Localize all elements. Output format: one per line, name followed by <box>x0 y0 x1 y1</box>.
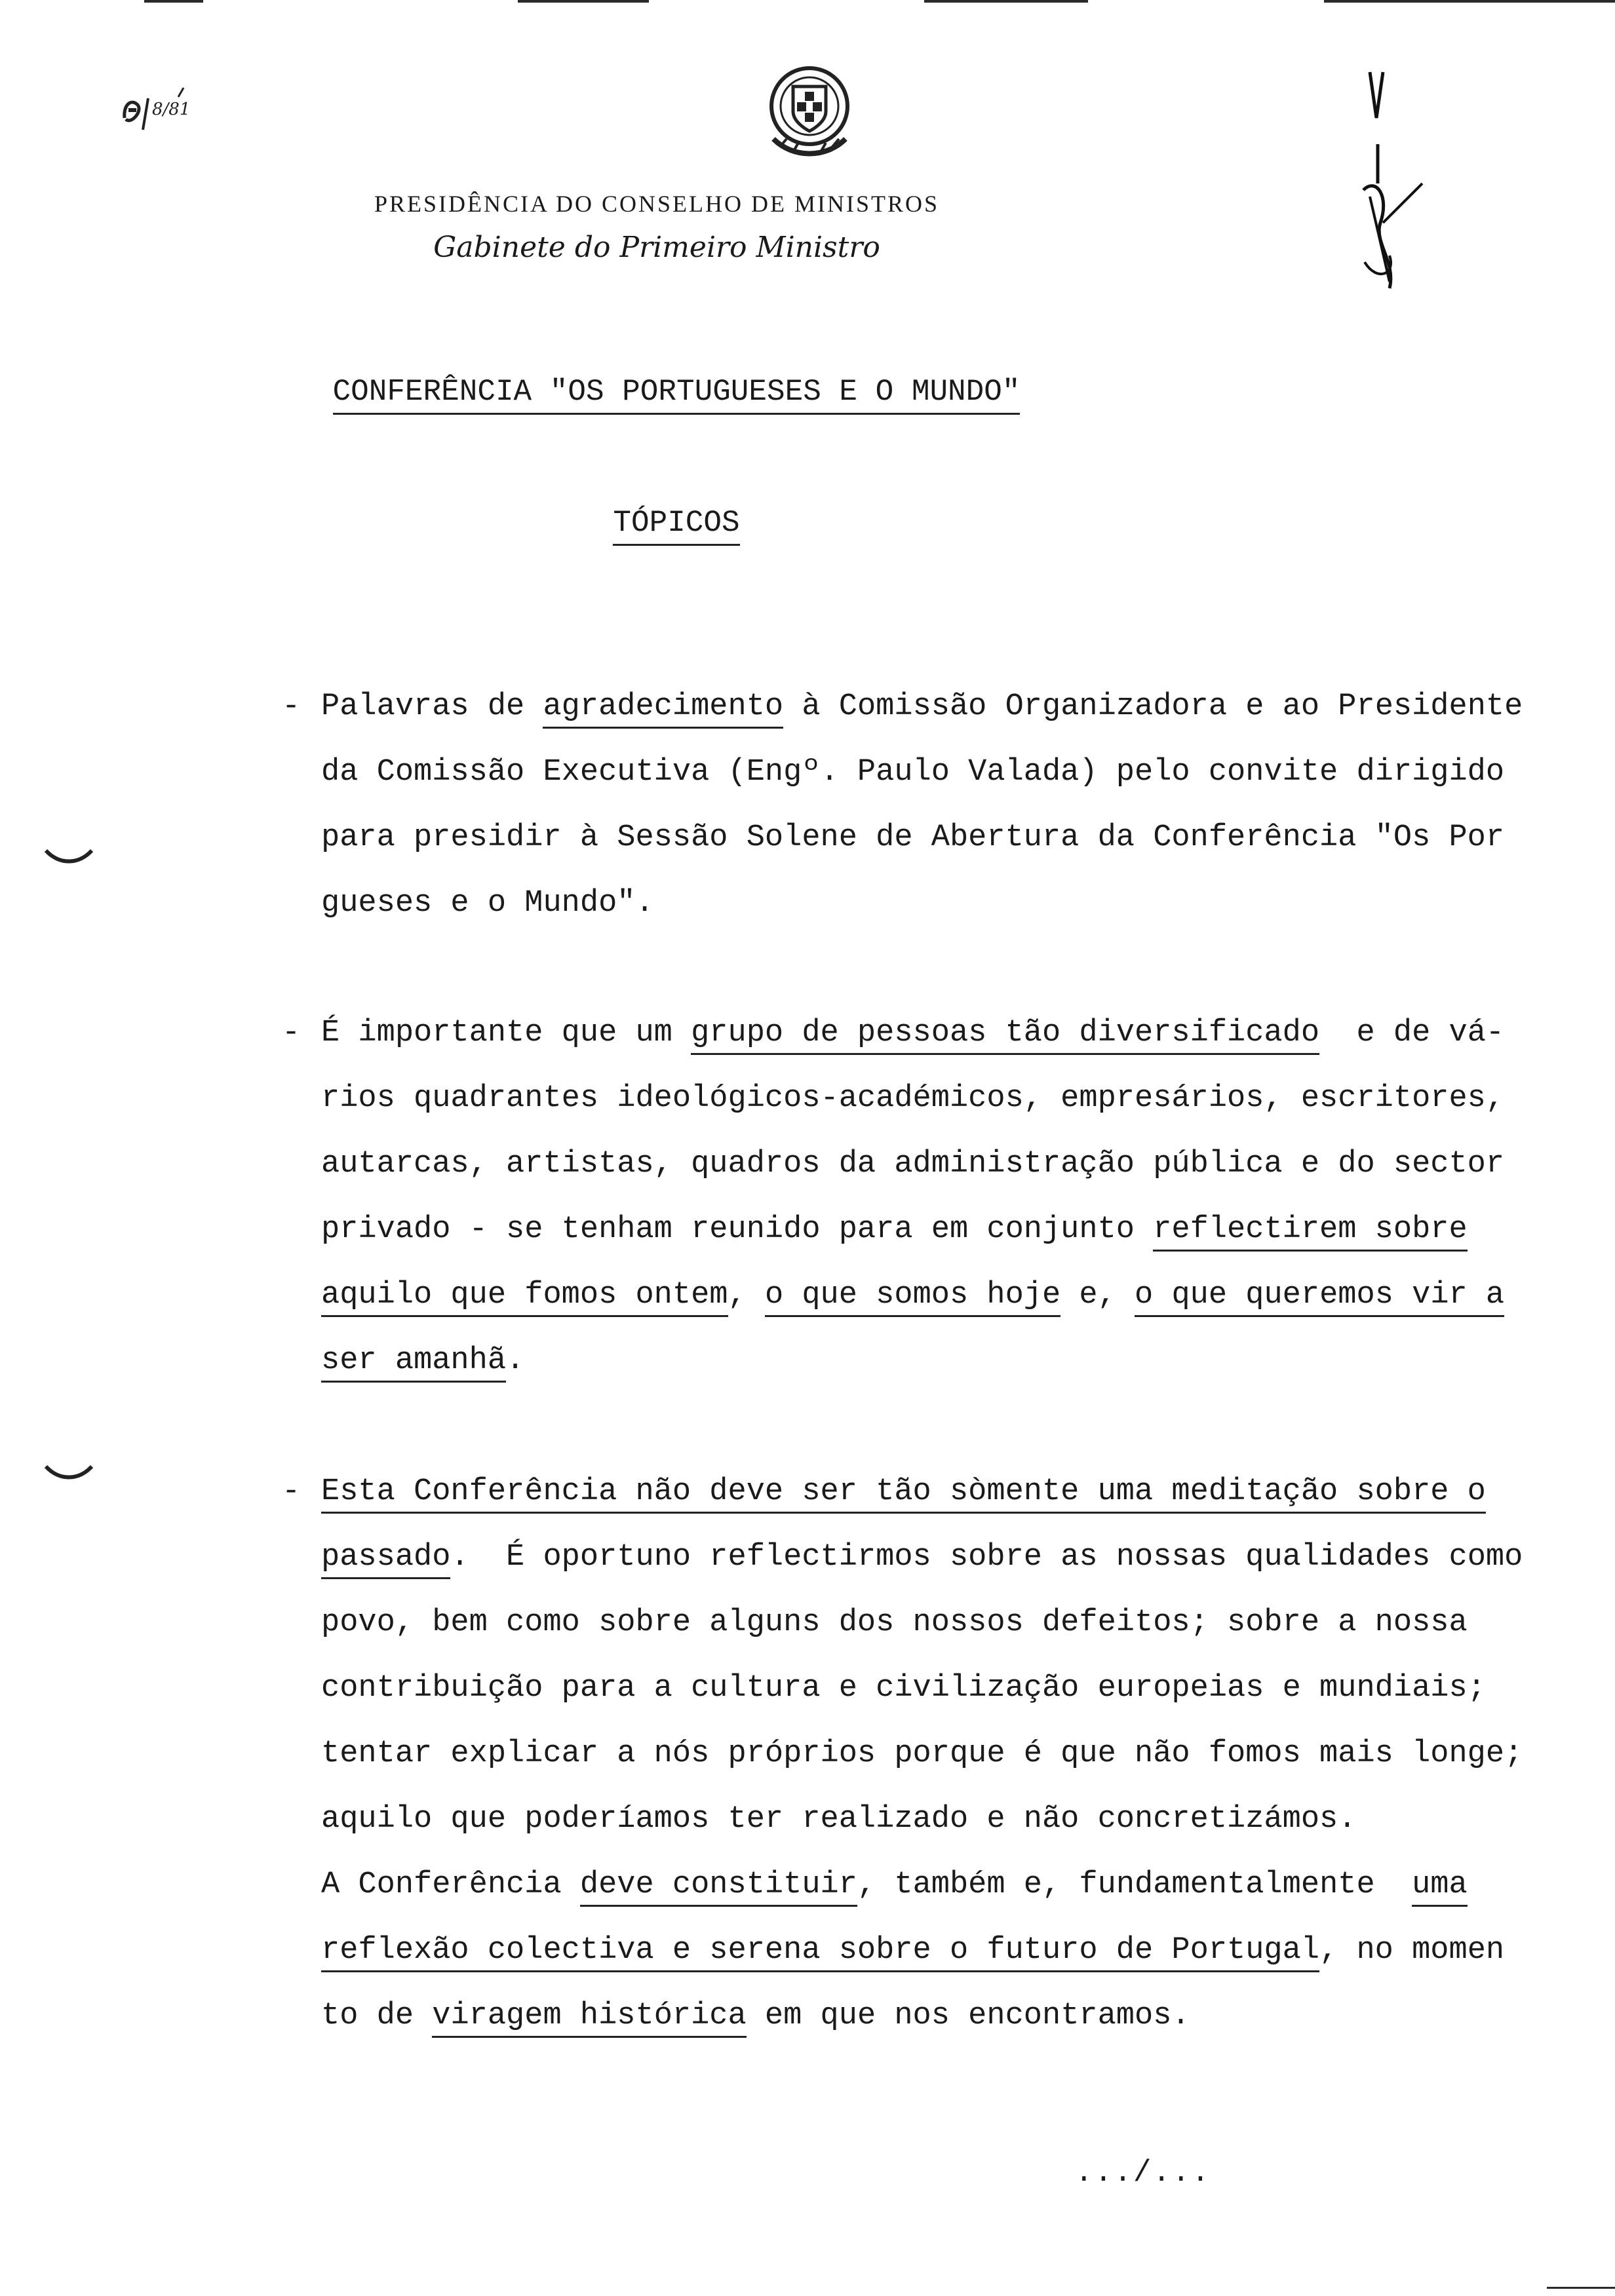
text-run: à Comissão Organizadora e ao Presidente <box>783 689 1523 724</box>
topic-line <box>321 1016 1580 1081</box>
punch-hole-mark <box>39 845 98 871</box>
text-run: . É oportuno reflectirmos sobre as nossas qualidades como <box>450 1540 1523 1575</box>
underlined-text: reflexão colectiva e serena sobre o futuro de Portugal <box>321 1933 1319 1972</box>
underlined-text: o que somos hoje <box>765 1278 1060 1317</box>
underlined-text: viragem histórica <box>432 1999 746 2038</box>
underlined-text: ser amanhã <box>321 1343 506 1383</box>
text-run: gueses e o Mundo". <box>321 886 654 921</box>
letterhead-office: Gabinete do Primeiro Ministro <box>433 231 880 264</box>
topic-line <box>321 1278 1580 1343</box>
letterhead-organization: PRESIDÊNCIA DO CONSELHO DE MINISTROS <box>374 191 940 217</box>
topic-text <box>321 1016 1580 1409</box>
underlined-text: aquilo que fomos ontem <box>321 1278 728 1317</box>
topic-line <box>321 1081 1580 1147</box>
topic-line <box>321 1736 1580 1802</box>
topic-line <box>321 1999 1580 2064</box>
topic-dash: - <box>282 1474 301 1509</box>
text-run: Palavras de <box>321 689 543 724</box>
text-run: e de vá- <box>1319 1016 1505 1050</box>
topic-dash: - <box>282 689 301 724</box>
text-run: em que nos encontramos. <box>746 1999 1190 2033</box>
scan-edge-line <box>144 0 203 3</box>
text-run: para presidir à Sessão Solene de Abertura da Conferência "Os Por <box>321 820 1505 855</box>
handwritten-reference-mark <box>105 79 203 138</box>
text-run: , <box>728 1278 765 1312</box>
topic-line <box>321 1474 1580 1540</box>
scan-edge-line <box>518 0 649 3</box>
topic-line <box>321 755 1580 820</box>
continuation-marker: .../... <box>1075 2156 1211 2190</box>
underlined-text: reflectirem sobre <box>1153 1212 1467 1252</box>
document-title: CONFERÊNCIA "OS PORTUGUESES E O MUNDO" <box>0 375 1615 409</box>
topic-line <box>321 689 1580 755</box>
topic-line <box>321 1867 1580 1933</box>
svg-text:8/81: 8/81 <box>152 100 191 119</box>
text-run: da Comissão Executiva (Engº. Paulo Valada) pelo convite dirigido <box>321 755 1505 790</box>
topic-line <box>321 1933 1580 1999</box>
underlined-text: agradecimento <box>543 689 783 729</box>
topic-dash: - <box>282 1016 301 1050</box>
text-run: rios quadrantes ideológicos-académicos, empresários, escritores, <box>321 1081 1505 1116</box>
handwritten-signature-mark <box>1350 66 1429 301</box>
underlined-text: Esta Conferência não deve ser tão sòmente uma meditação sobre o <box>321 1474 1486 1514</box>
text-run: aquilo que poderíamos ter realizado e não concretizámos. <box>321 1802 1357 1837</box>
text-run: autarcas, artistas, quadros da administração pública e do sector <box>321 1147 1505 1181</box>
topic-line <box>321 886 1580 951</box>
text-run: to de <box>321 1999 433 2033</box>
text-run: . <box>506 1343 525 1378</box>
topic-text <box>321 1474 1580 2064</box>
text-run: privado - se tenham reunido para em conjunto <box>321 1212 1154 1247</box>
topic-line <box>321 1540 1580 1605</box>
punch-hole-mark <box>39 1461 98 1487</box>
text-run: A Conferência <box>321 1867 580 1902</box>
topic-line <box>321 1147 1580 1212</box>
topic-line <box>321 1802 1580 1867</box>
document-heading: TÓPICOS <box>0 506 1615 540</box>
text-run: É importante que um <box>321 1016 691 1050</box>
topic-line <box>321 820 1580 886</box>
text-run: , também e, fundamentalmente <box>857 1867 1412 1902</box>
text-run: tentar explicar a nós próprios porque é que não fomos mais longe; <box>321 1736 1523 1771</box>
text-run: e, <box>1060 1278 1135 1312</box>
topic-line <box>321 1343 1580 1409</box>
topic-line <box>321 1212 1580 1278</box>
underlined-text: uma <box>1412 1867 1468 1907</box>
topic-line <box>321 1671 1580 1736</box>
topic-text <box>321 689 1580 951</box>
scan-edge-line <box>1324 0 1615 3</box>
topic-line <box>321 1605 1580 1671</box>
underlined-text: o que queremos vir a <box>1135 1278 1504 1317</box>
scan-edge-line <box>924 0 1088 3</box>
underlined-text: deve constituir <box>580 1867 857 1907</box>
text-run: contribuição para a cultura e civilização europeias e mundiais; <box>321 1671 1486 1706</box>
text-run: , no momen <box>1319 1933 1505 1968</box>
text-run: povo, bem como sobre alguns dos nossos defeitos; sobre a nossa <box>321 1605 1468 1640</box>
underlined-text: passado <box>321 1540 450 1579</box>
scan-edge-line <box>1547 2287 1615 2289</box>
coat-of-arms-emblem <box>760 60 859 165</box>
underlined-text: grupo de pessoas tão diversificado <box>691 1016 1319 1055</box>
